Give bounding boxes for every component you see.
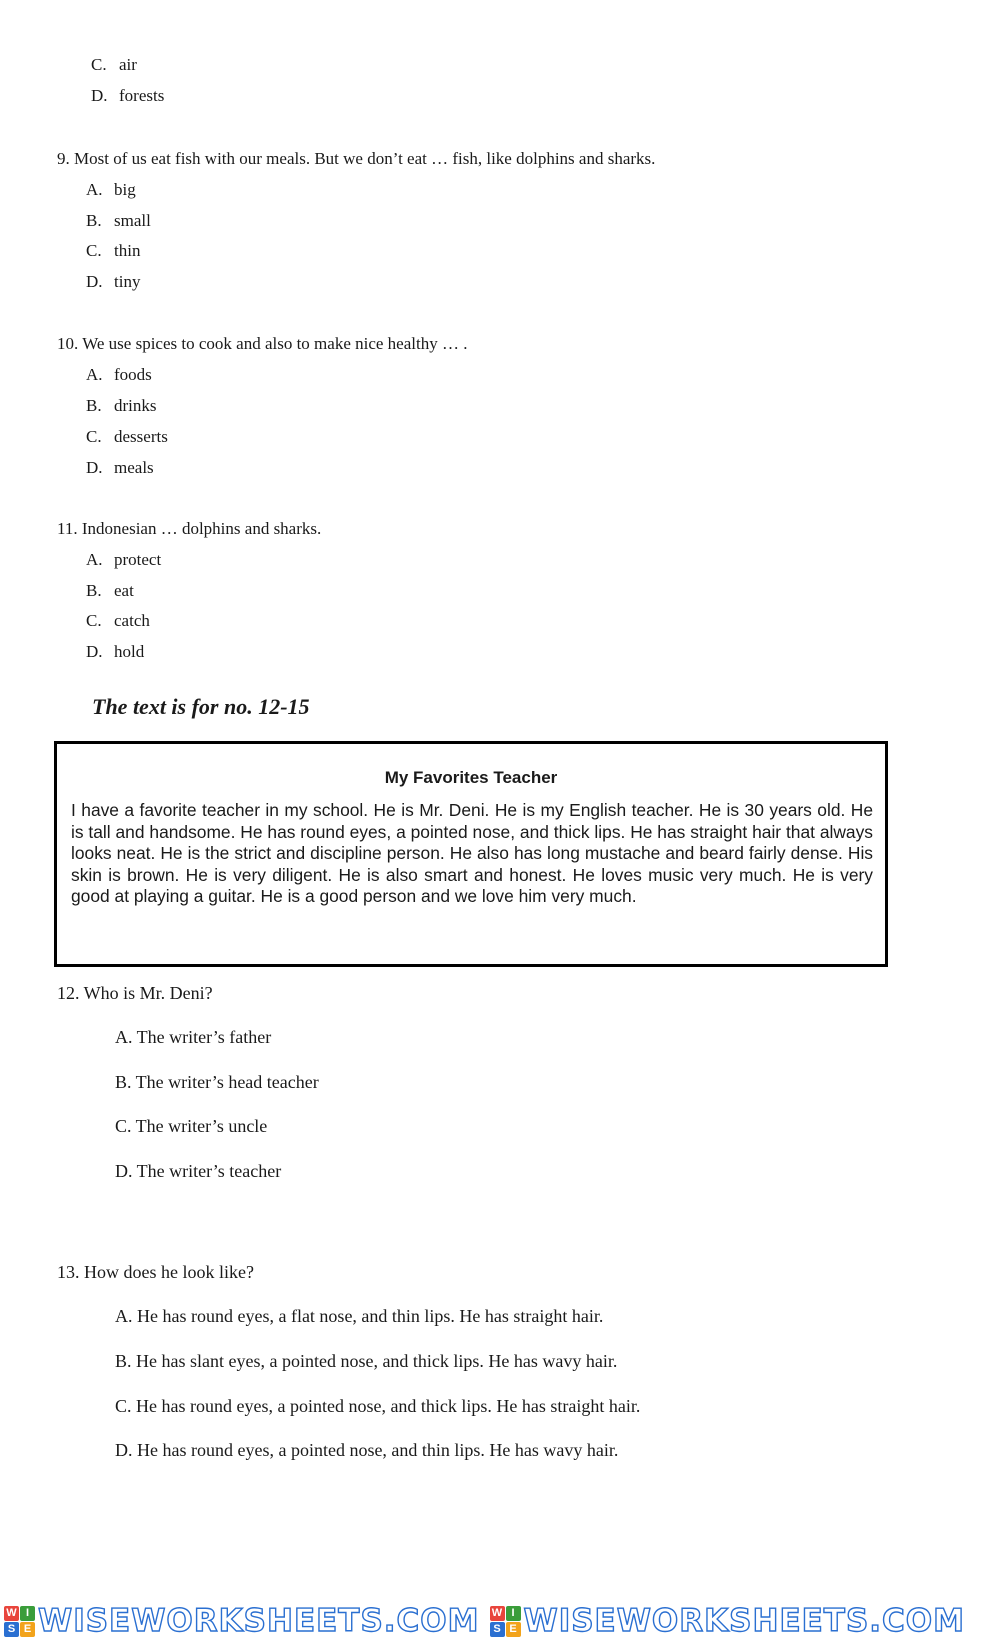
q8-option-d: D. forests	[91, 86, 165, 105]
q10-question: 10. We use spices to cook and also to make nice healthy … .	[57, 334, 468, 353]
reading-passage-box	[54, 741, 888, 967]
q9-option-d: D. tiny	[86, 272, 141, 291]
q13-question: 13. How does he look like?	[57, 1262, 254, 1282]
q13-option-d: D. He has round eyes, a pointed nose, and thin lips. He has wavy hair.	[115, 1440, 619, 1460]
watermark-footer	[0, 1599, 1000, 1643]
watermark	[490, 1603, 966, 1639]
passage-title: My Favorites Teacher	[384, 768, 558, 787]
watermark-text: WISEWORKSHEETS.COM	[523, 1603, 965, 1639]
q11-question: 11. Indonesian … dolphins and sharks.	[57, 519, 322, 538]
q13-option-c: C. He has round eyes, a pointed nose, and thick lips. He has straight hair.	[115, 1396, 641, 1416]
q9-option-b: B. small	[86, 211, 151, 230]
q10-option-d: D. meals	[86, 458, 154, 477]
wise-logo-icon: W I S E	[490, 1606, 521, 1637]
q11-option-a: A. protect	[86, 550, 162, 569]
section-heading: The text is for no. 12-15	[92, 694, 310, 719]
q11-option-c: C. catch	[86, 611, 150, 630]
q12-question: 12. Who is Mr. Deni?	[57, 983, 213, 1003]
q9-option-c: C. thin	[86, 241, 141, 260]
q9-question: 9. Most of us eat fish with our meals. But we don’t eat … fish, like dolphins and sharks.	[57, 149, 656, 168]
passage-body: I have a favorite teacher in my school. He is Mr. Deni. He is my English teacher. He is 30 years old. He is tall and handsome. He has round eyes, a pointed nose, and thick lips. He has straight hair that always looks neat. He is the strict and discipline person. He also has long mustache and beard fairly dense. His skin is brown. He is very diligent. He is also smart and honest. He loves music very much. He is very good at playing a guitar. He is a good person and we love him very much.	[71, 800, 873, 907]
q13-option-a: A. He has round eyes, a flat nose, and thin lips. He has straight hair.	[115, 1306, 604, 1326]
q12-option-d: D. The writer’s teacher	[115, 1161, 282, 1181]
q12-option-c: C. The writer’s uncle	[115, 1116, 268, 1136]
q12-option-b: B. The writer’s head teacher	[115, 1072, 319, 1092]
q11-option-b: B. eat	[86, 581, 134, 600]
watermark-text: WISEWORKSHEETS.COM	[38, 1603, 480, 1639]
watermark	[4, 1603, 480, 1639]
q10-option-c: C. desserts	[86, 427, 168, 446]
q11-option-d: D. hold	[86, 642, 145, 661]
q13-option-b: B. He has slant eyes, a pointed nose, and thick lips. He has wavy hair.	[115, 1351, 618, 1371]
q9-option-a: A. big	[86, 180, 136, 199]
q12-option-a: A. The writer’s father	[115, 1027, 272, 1047]
q10-option-a: A. foods	[86, 365, 152, 384]
q10-option-b: B. drinks	[86, 396, 157, 415]
wise-logo-icon: W I S E	[4, 1606, 35, 1637]
q8-option-c: C. air	[91, 55, 137, 74]
